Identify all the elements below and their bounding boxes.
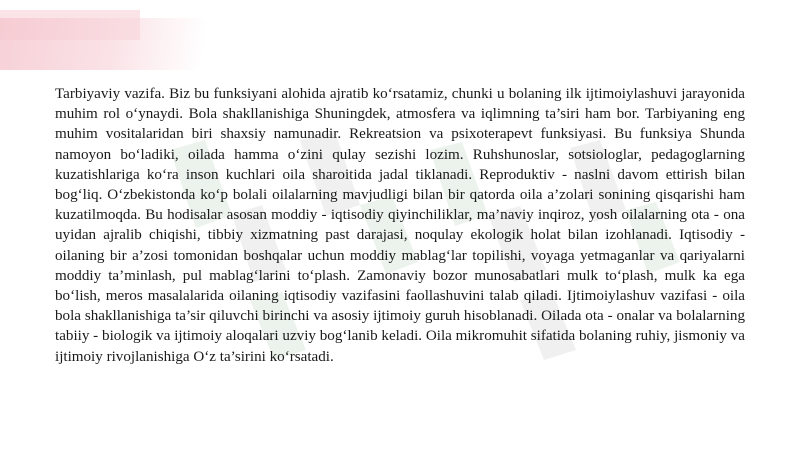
decorative-ribbon bbox=[0, 18, 209, 70]
body-paragraph: Tarbiyaviy vazifa. Biz bu funksiyani alohida ajratib ko‘rsatamiz, chunki u bolaning ilk ijtimoiylashuvi jarayonida muhim rol o‘ynaydi. Bola shakllanishiga Shuningdek, atmosfera va iqlimning ta’siri ham bor. Tarbiyaning eng muhim vositalaridan biri shaxsiy namunadir. Rekreatsion va psixoterapevt funksiyasi. Bu funksiya Shunda namoyon bo‘ladiki, oilada hamma o‘zini qulay sezishi lozim. Ruhshunoslar, sotsiologlar, pedagoglarning kuzatishlariga ko‘ra inson kuchlari oila sharoitida jadal tiklanadi. Reproduktiv - naslni davom ettirish bilan bog‘liq. O‘zbekistonda ko‘p bolali oilalarning mavjudligi bilan bir qatorda oila a’zolari sonining qisqarishi ham kuzatilmoqda. Bu hodisalar asosan moddiy - iqtisodiy qiyinchiliklar, ma’naviy inqiroz, yosh oilalarning ota - ona uyidan ajralib chiqishi, tibbiy xizmatning past darajasi, noqulay ekologik holat bilan izohlanadi. Iqtisodiy - oilaning bir a’zosi tomonidan boshqalar uchun moddiy mablag‘lar topilishi, voyaga yetmaganlar va qariyalarni moddiy ta’minlash, pul mablag‘larini to‘plash. Zamonaviy bozor munosabatlari mulk to‘plash, mulk ka ega bo‘lish, meros masalalarida oilaning iqtisodiy vazifasini faollashuvini talab qiladi. Ijtimoiylashuv vazifasi - oila bola shakllanishiga ta’sir qiluvchi birinchi va asosiy ijtimoiy guruh hisoblanadi. Oilada ota - onalar va bolalarning tabiiy - biologik va ijtimoiy aloqalari uzviy bog‘lanib keladi. Oila mikromuhit sifatida bolaning ruhiy, jismoniy va ijtimoiy rivojlanishiga O‘z ta’sirini ko‘rsatadi. bbox=[55, 86, 745, 365]
